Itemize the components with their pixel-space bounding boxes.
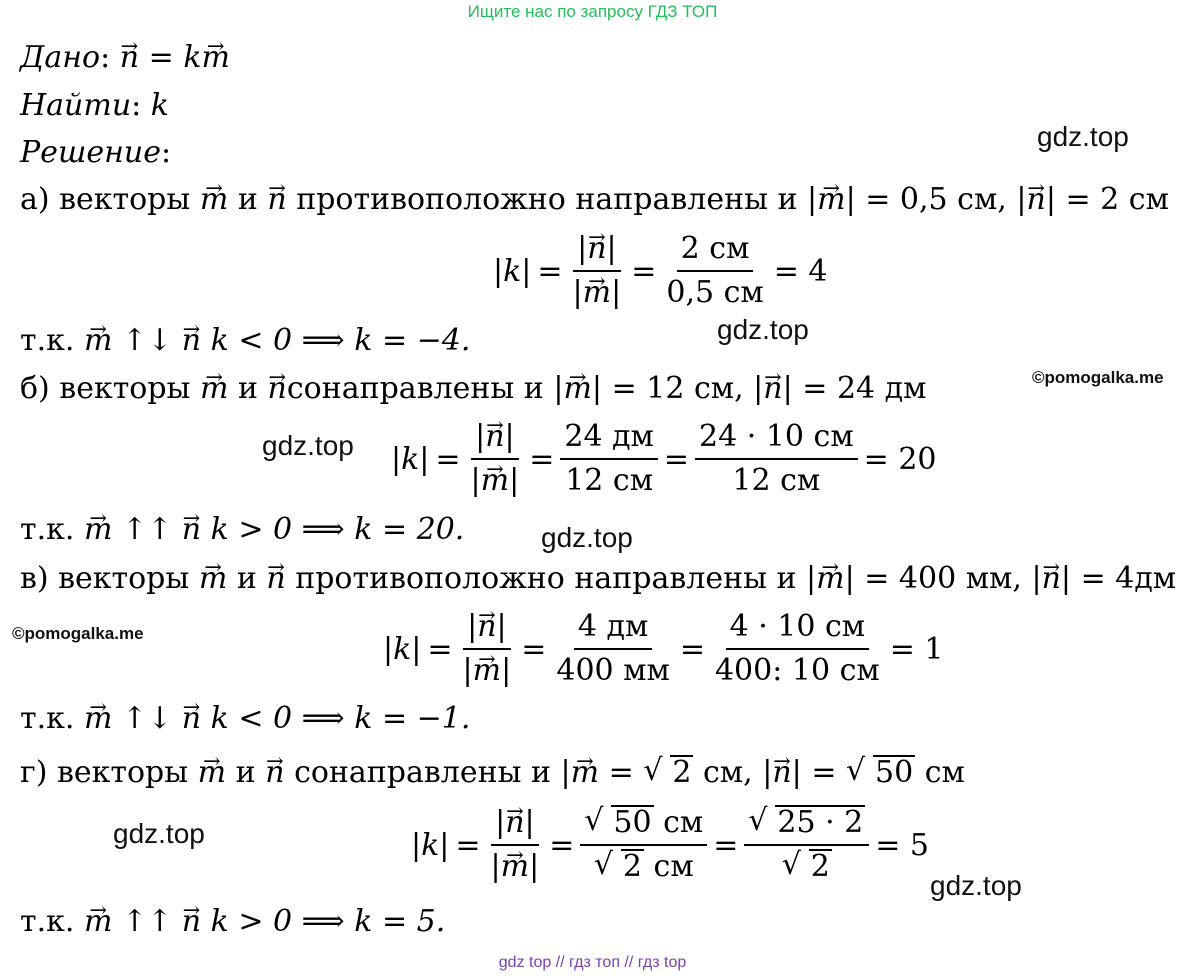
equals: =: [435, 441, 461, 477]
part-a-equation: [490, 230, 831, 312]
top-banner[interactable]: Ищите нас по запросу ГДЗ ТОП: [467, 2, 718, 21]
part-g-mid: сонаправлены и: [294, 755, 551, 790]
watermark-pomogalka: ©pomogalka.me: [1032, 368, 1164, 387]
part-g-n-eq: =: [811, 755, 837, 790]
part-a-mid: противоположно направлены и: [296, 182, 798, 217]
part-v-equation: [380, 608, 947, 690]
abs-k: |k|: [391, 441, 430, 477]
equals: =: [663, 441, 690, 477]
part-v-statement: в) векторы → m и → n противоположно направлены и |→ m| = 400 мм, |→ n| = 4дм: [20, 561, 1176, 597]
part-g-m-eq: =: [608, 755, 634, 790]
equals: =: [455, 827, 481, 863]
part-b-equation: [388, 418, 940, 500]
vector-n: → n: [1027, 182, 1046, 218]
equals: =: [537, 253, 563, 289]
watermark-gdz: gdz.top: [262, 430, 354, 461]
vector-m: → m: [202, 40, 230, 76]
fraction-n-over-m: $\frac{|\to n|}{|\to m|}$: [487, 804, 544, 886]
and-word: и: [237, 182, 258, 217]
and-word: и: [236, 561, 257, 596]
and-word: и: [237, 371, 258, 406]
co-direction-arrows: ↑↑: [121, 512, 173, 547]
equals: =: [521, 631, 547, 667]
given-line: Дано: → n = k→ m: [20, 40, 230, 76]
vector-n: → n: [120, 40, 139, 76]
tk-word: т.к.: [20, 701, 75, 736]
part-b-n-value: = 24 дм: [802, 371, 927, 406]
fraction-converted: $\frac{4 \cdot 10 см}{400: 10 см}$: [714, 609, 880, 688]
watermark-gdz: gdz.top: [113, 818, 205, 849]
equals: =: [549, 827, 575, 863]
given-label: Дано: [20, 40, 101, 75]
watermark-gdz: gdz.top: [930, 870, 1022, 901]
equals: =: [713, 827, 739, 863]
anti-direction-arrows: ↑↓: [121, 701, 173, 736]
part-g-conclusion: т.к. → m ↑↑ → n k > 0 ⟹ k = 5.: [20, 904, 445, 940]
fraction-n-over-m: $\frac{|\to n|}{|\to m|}$: [569, 230, 626, 312]
abs-k: |k|: [493, 253, 532, 289]
fraction-values: √ 50 см √ 2 см: [580, 804, 707, 886]
equals: =: [427, 631, 453, 667]
part-g-label: г) векторы: [20, 755, 189, 790]
vector-n: → n: [267, 182, 286, 218]
part-b-statement: б) векторы → m и → nсонаправлены и |→ m| = 12 см, |→ n| = 24 дм: [20, 371, 926, 407]
abs-k: |k|: [411, 827, 450, 863]
part-a-conclusion-text: k < 0 ⟹ k = −4.: [210, 323, 471, 358]
part-g-conclusion-text: k > 0 ⟹ k = 5.: [210, 904, 446, 939]
sqrt-symbol: √ 2: [643, 755, 693, 791]
co-direction-arrows: ↑↑: [121, 904, 173, 939]
part-v-conclusion: т.к. → m ↑↓ → n k < 0 ⟹ k = −1.: [20, 701, 470, 737]
find-var: k: [150, 88, 169, 123]
solution-label-text: Решение: [20, 135, 161, 170]
part-b-conclusion: т.к. → m ↑↑ → n k > 0 ⟹ k = 20.: [20, 512, 464, 548]
part-g-m-unit: см,: [702, 755, 753, 790]
watermark-gdz: gdz.top: [1037, 121, 1129, 152]
fraction-values: $\frac{2 см}{0,5 см}$: [666, 231, 764, 310]
find-label: Найти: [20, 88, 132, 123]
part-v-m-value: = 400 мм,: [864, 561, 1022, 596]
part-a-conclusion: т.к. → m ↑↓ → n k < 0 ⟹ k = −4.: [20, 323, 470, 359]
vector-m: → m: [200, 182, 228, 218]
part-g-result: = 5: [875, 827, 930, 863]
tk-word: т.к.: [20, 904, 75, 939]
watermark-pomogalka: ©pomogalka.me: [12, 624, 144, 643]
part-v-conclusion-text: k < 0 ⟹ k = −1.: [210, 701, 471, 736]
part-b-m-value: = 12 см,: [611, 371, 744, 406]
and-word: и: [235, 755, 256, 790]
footer-links[interactable]: gdz top // гдз топ // гдз top: [498, 954, 687, 971]
part-v-result: = 1: [889, 631, 944, 667]
abs-k: |k|: [383, 631, 422, 667]
anti-direction-arrows: ↑↓: [121, 323, 173, 358]
part-a-statement: а) векторы → m и → n противоположно направлены и |→ m| = 0,5 см, |→ n| = 2 см: [20, 182, 1169, 218]
watermark-gdz: gdz.top: [541, 522, 633, 553]
vector-m: → m: [817, 182, 845, 218]
part-v-n-value: = 4дм: [1080, 561, 1177, 596]
part-g-equation: [408, 804, 932, 886]
find-line: Найти: k: [20, 88, 169, 123]
fraction-converted: $\frac{24 \cdot 10 см}{12 см}$: [695, 418, 858, 500]
part-a-result: = 4: [773, 253, 828, 289]
equals: =: [679, 631, 705, 667]
part-g-n-unit: см: [924, 755, 965, 790]
sqrt-symbol: √ 50: [846, 755, 915, 791]
fraction-values: $\frac{24 дм}{12 см}$: [560, 418, 658, 500]
part-a-label: а) векторы: [20, 182, 191, 217]
tk-word: т.к.: [20, 323, 75, 358]
equals: =: [529, 441, 555, 477]
fraction-simplified: √ 25 · 2 √ 2: [744, 804, 869, 886]
part-b-result: = 20: [863, 441, 937, 477]
part-b-mid: сонаправлены и: [286, 371, 544, 406]
fraction-n-over-m: $\frac{|\to n|}{|\to m|}$: [467, 418, 524, 500]
part-v-mid: противоположно направлены и: [295, 561, 797, 596]
part-g-statement: г) векторы → m и → n сонаправлены и |→ m = √ 2 см, |→ n| = √ 50 см: [20, 755, 965, 791]
part-b-label: б) векторы: [20, 371, 191, 406]
part-b-conclusion-text: k > 0 ⟹ k = 20.: [210, 512, 465, 547]
equals: =: [631, 253, 657, 289]
tk-word: т.к.: [20, 512, 75, 547]
fraction-n-over-m: $\frac{|\to n|}{|\to m|}$: [459, 608, 516, 690]
part-v-label: в) векторы: [20, 561, 190, 596]
part-a-n-value: = 2 см: [1065, 182, 1169, 217]
solution-label: Решение:: [20, 135, 172, 170]
watermark-gdz: gdz.top: [717, 314, 809, 345]
part-a-m-value: = 0,5 см,: [865, 182, 1007, 217]
fraction-values: $\frac{4 дм}{400 мм}$: [556, 609, 670, 688]
